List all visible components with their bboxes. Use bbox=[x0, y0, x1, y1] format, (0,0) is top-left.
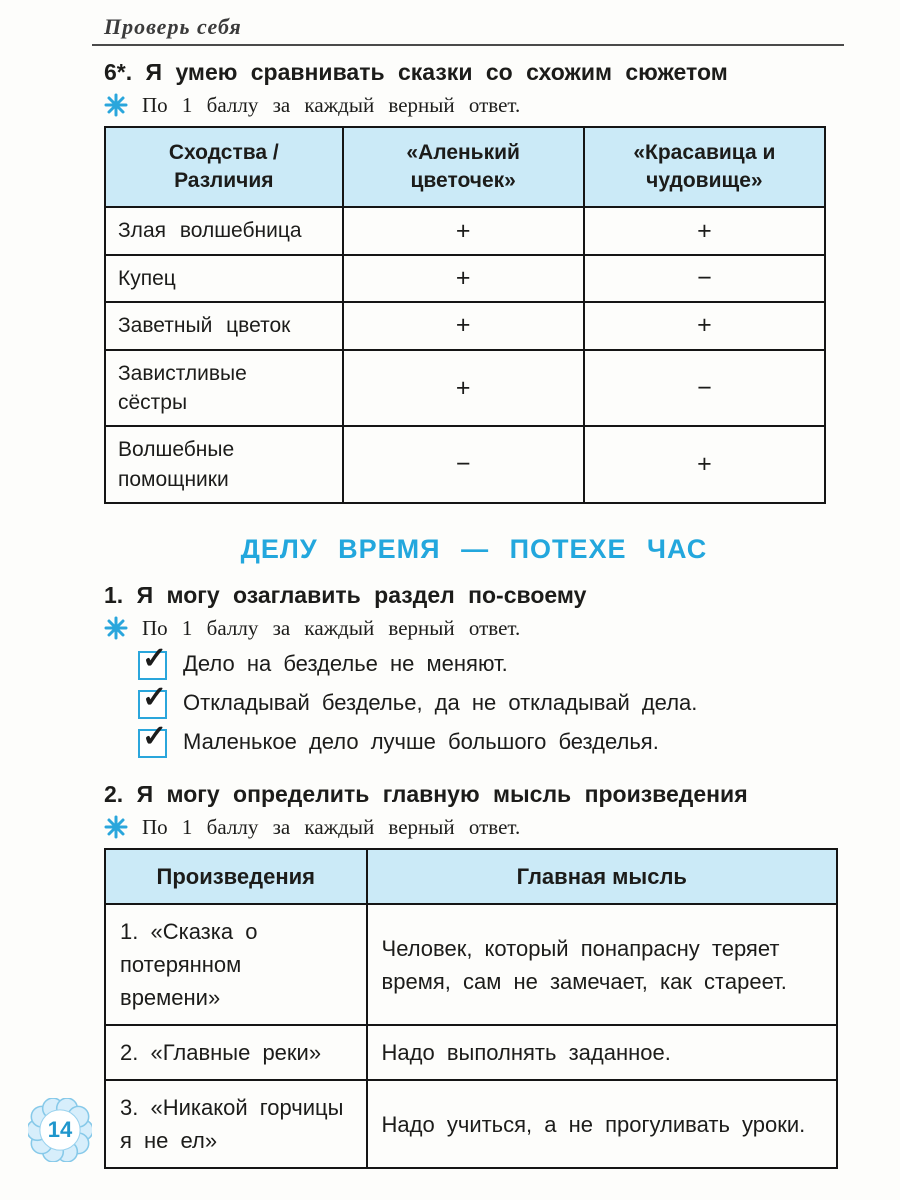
scoring-text: По 1 баллу за каждый верный ответ. bbox=[142, 814, 521, 839]
work-title: 1. «Сказка о потерянном времени» bbox=[105, 904, 367, 1025]
snowflake-icon bbox=[104, 815, 128, 839]
table-header-row bbox=[105, 127, 825, 208]
row-value-krasavitsa: − bbox=[584, 350, 825, 427]
col-header-alenky: «Аленький цветочек» bbox=[343, 127, 584, 208]
comparison-table bbox=[104, 126, 826, 504]
row-value-alenky: + bbox=[343, 207, 584, 254]
task2-scoring-line bbox=[104, 815, 844, 840]
option-label: Дело на безделье не меняют. bbox=[183, 650, 508, 676]
row-value-krasavitsa: − bbox=[584, 255, 825, 302]
checkbox-checked[interactable] bbox=[138, 641, 168, 680]
page-number-badge bbox=[28, 1098, 92, 1162]
col-header-works: Произведения bbox=[105, 849, 367, 905]
row-value-alenky: + bbox=[343, 255, 584, 302]
col-header-krasavitsa: «Красавица и чудовище» bbox=[584, 127, 825, 208]
table-row bbox=[105, 1080, 837, 1168]
col-header-idea: Главная мысль bbox=[367, 849, 837, 905]
table-row bbox=[105, 207, 825, 254]
main-idea-table bbox=[104, 848, 838, 1170]
table-row bbox=[105, 1025, 837, 1080]
section6-title: 6*. Я умею сравнивать сказки со схожим сюжетом bbox=[104, 59, 728, 85]
table-row bbox=[105, 904, 837, 1025]
row-label: Злая волшебница bbox=[105, 207, 343, 254]
chapter-title: ДЕЛУ ВРЕМЯ — ПОТЕХЕ ЧАС bbox=[240, 534, 708, 565]
section6-scoring-line bbox=[104, 93, 844, 118]
option-label: Откладывай безделье, да не откладывай дела. bbox=[183, 689, 698, 715]
checkbox-checked[interactable] bbox=[138, 719, 168, 758]
work-title: 2. «Главные реки» bbox=[105, 1025, 367, 1080]
scoring-text: По 1 баллу за каждый верный ответ. bbox=[142, 92, 521, 117]
snowflake-icon bbox=[104, 616, 128, 640]
task1-scoring-line bbox=[104, 616, 844, 641]
checkmark-icon: ✓ bbox=[142, 719, 168, 753]
list-item bbox=[138, 680, 844, 719]
option-label: Маленькое дело лучше большого безделья. bbox=[183, 728, 659, 754]
table-row bbox=[105, 255, 825, 302]
task1-options bbox=[138, 641, 844, 758]
table-header-row bbox=[105, 849, 837, 905]
work-idea: Человек, который понапрасну теряет время, сам не замечает, как стареет. bbox=[367, 904, 837, 1025]
col-header-similarities: Сходства / Различия bbox=[105, 127, 343, 208]
checkmark-icon: ✓ bbox=[142, 680, 168, 714]
row-label: Волшебные помощники bbox=[105, 426, 343, 503]
page-number: 14 bbox=[47, 1117, 73, 1142]
work-idea: Надо учиться, а не прогуливать уроки. bbox=[367, 1080, 837, 1168]
task2-title: 2. Я могу определить главную мысль произведения bbox=[104, 780, 748, 807]
checkbox-checked[interactable] bbox=[138, 680, 168, 719]
row-value-alenky: + bbox=[343, 350, 584, 427]
row-value-alenky: + bbox=[343, 302, 584, 349]
row-value-alenky: − bbox=[343, 426, 584, 503]
row-value-krasavitsa: + bbox=[584, 426, 825, 503]
row-label: Завистливые сёстры bbox=[105, 350, 343, 427]
running-head: Проверь себя bbox=[104, 14, 242, 39]
task1-title: 1. Я могу озаглавить раздел по-своему bbox=[104, 582, 587, 609]
scoring-text: По 1 баллу за каждый верный ответ. bbox=[142, 615, 521, 640]
work-title: 3. «Никакой горчицы я не ел» bbox=[105, 1080, 367, 1168]
row-value-krasavitsa: + bbox=[584, 207, 825, 254]
table-row bbox=[105, 426, 825, 503]
snowflake-icon bbox=[104, 93, 128, 117]
work-idea: Надо выполнять заданное. bbox=[367, 1025, 837, 1080]
row-label: Заветный цветок bbox=[105, 302, 343, 349]
table-row bbox=[105, 302, 825, 349]
checkmark-icon: ✓ bbox=[142, 641, 168, 675]
list-item bbox=[138, 641, 844, 680]
list-item bbox=[138, 719, 844, 758]
row-value-krasavitsa: + bbox=[584, 302, 825, 349]
header-rule bbox=[92, 44, 844, 46]
table-row bbox=[105, 350, 825, 427]
row-label: Купец bbox=[105, 255, 343, 302]
